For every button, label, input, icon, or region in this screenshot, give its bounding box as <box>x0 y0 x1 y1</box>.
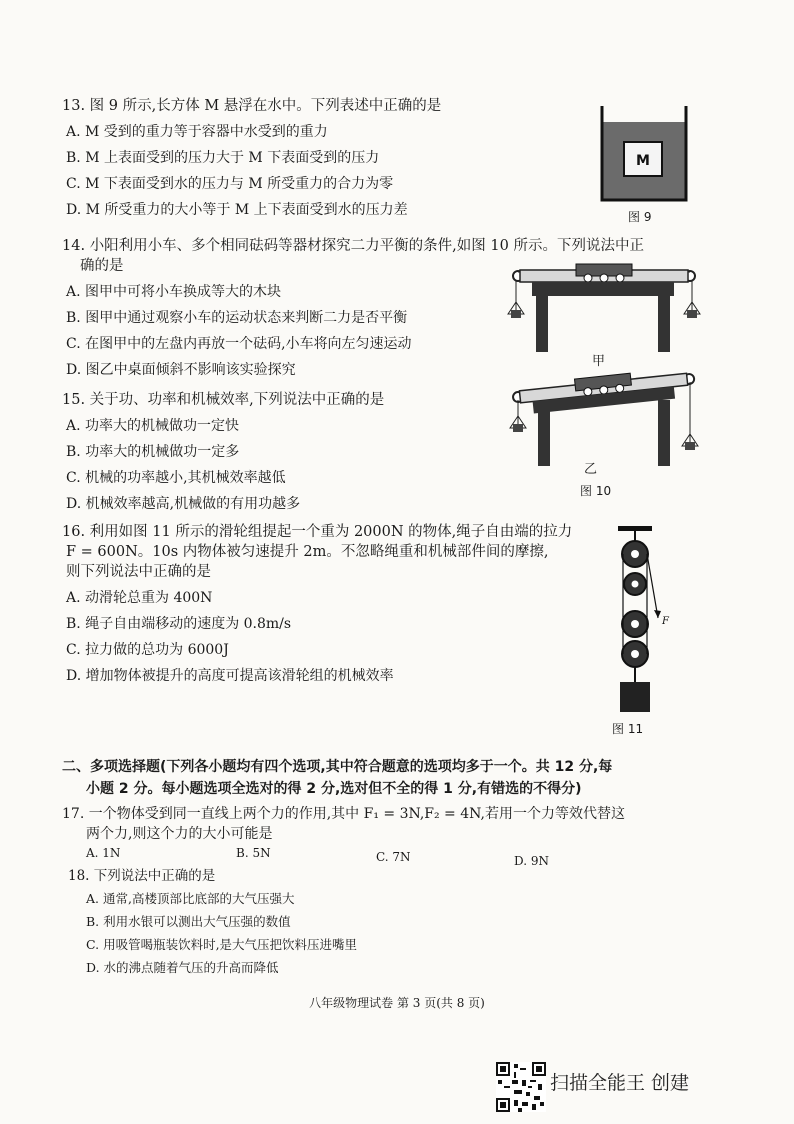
question-17 <box>62 804 722 844</box>
question-15-option-d: D. 机械效率越高,机械做的有用功越多 <box>66 496 301 512</box>
question-18 <box>68 866 628 978</box>
question-13-stem: 13. 图 9 所示,长方体 M 悬浮在水中。下列表述中正确的是 <box>62 98 442 114</box>
question-15-option-b: B. 功率大的机械做功一定多 <box>66 444 240 460</box>
question-16-stem-line3: 则下列说法中正确的是 <box>66 564 211 580</box>
question-18-option-c: C. 用吸管喝瓶装饮料时,是大气压把饮料压进嘴里 <box>86 937 358 952</box>
question-14-option-d: D. 图乙中桌面倾斜不影响该实验探究 <box>66 362 296 378</box>
qr-code-icon <box>496 1062 546 1112</box>
table-body <box>532 282 674 296</box>
force-arrow-icon <box>654 610 661 618</box>
question-18-stem: 18. 下列说法中正确的是 <box>68 868 216 884</box>
question-13-option-d: D. M 所受重力的大小等于 M 上下表面受到水的压力差 <box>66 202 408 218</box>
question-16-option-a: A. 动滑轮总重为 400N <box>66 590 213 606</box>
figure-10-caption: 图 10 <box>580 484 612 498</box>
question-13 <box>62 96 622 220</box>
question-15-stem: 15. 关于功、功率和机械效率,下列说法中正确的是 <box>62 392 385 408</box>
question-16 <box>62 522 622 686</box>
question-13-option-c: C. M 下表面受到水的压力与 M 所受重力的合力为零 <box>66 176 394 192</box>
question-17-stem-line2: 两个力,则这个力的大小可能是 <box>86 826 273 842</box>
page-footer: 八年级物理试卷 第 3 页(共 8 页) <box>309 996 485 1010</box>
question-17-option-b: B. 5N <box>236 846 271 860</box>
question-18-option-b: B. 利用水银可以测出大气压强的数值 <box>86 914 291 929</box>
question-17-option-a: A. 1N <box>86 846 121 860</box>
scanner-watermark: 扫描全能王 创建 <box>550 1072 690 1094</box>
question-15-option-c: C. 机械的功率越小,其机械效率越低 <box>66 470 286 486</box>
figure-9-caption: 图 9 <box>628 210 652 224</box>
section-2-heading-line2: 小题 2 分。每小题选项全选对的得 2 分,选对但不全的得 1 分,有错选的不得分) <box>86 781 582 797</box>
question-16-option-d: D. 增加物体被提升的高度可提高该滑轮组的机械效率 <box>66 668 394 684</box>
question-16-option-c: C. 拉力做的总功为 6000J <box>66 642 229 658</box>
question-13-option-b: B. M 上表面受到的压力大于 M 下表面受到的压力 <box>66 150 380 166</box>
figure-9-container-diagram <box>596 104 692 204</box>
section-2-heading-line1: 二、多项选择题(下列各小题均有四个选项,其中符合题意的选项均多于一个。共 12 分,每 <box>62 759 613 775</box>
table-leg-left <box>536 296 548 352</box>
question-16-stem-line2: F = 600N。10s 内物体被匀速提升 2m。不忽略绳重和机械部件间的摩擦, <box>66 544 549 560</box>
question-15 <box>62 390 622 514</box>
figure-11-pulley-diagram <box>606 524 686 720</box>
question-17-stem-line1: 17. 一个物体受到同一直线上两个力的作用,其中 F₁ = 3N,F₂ = 4N,若用一个力等效代替这 <box>62 806 625 822</box>
question-14-stem-line1: 14. 小阳利用小车、多个相同砝码等器材探究二力平衡的条件,如图 10 所示。下列说法中正 <box>62 238 644 254</box>
question-15-option-a: A. 功率大的机械做功一定快 <box>66 418 240 434</box>
question-16-stem-line1: 16. 利用如图 11 所示的滑轮组提起一个重为 2000N 的物体,绳子自由端的拉力 <box>62 524 573 540</box>
figure-10-table-a-diagram <box>506 262 702 354</box>
figure-10-label-b: 乙 <box>584 462 598 477</box>
block-m-label: M <box>636 153 650 169</box>
figure-11-caption: 图 11 <box>612 722 644 736</box>
question-14-option-a: A. 图甲中可将小车换成等大的木块 <box>66 284 282 300</box>
question-14-stem-line2: 确的是 <box>80 258 124 274</box>
question-17-option-c: C. 7N <box>376 850 411 864</box>
load-block <box>620 682 650 712</box>
question-14-option-b: B. 图甲中通过观察小车的运动状态来判断二力是否平衡 <box>66 310 408 326</box>
question-18-option-a: A. 通常,高楼顶部比底部的大气压强大 <box>86 891 295 906</box>
question-18-option-d: D. 水的沸点随着气压的升高而降低 <box>86 960 279 975</box>
force-label: F <box>662 616 669 627</box>
question-16-option-b: B. 绳子自由端移动的速度为 0.8m/s <box>66 616 292 632</box>
question-14-option-c: C. 在图甲中的左盘内再放一个砝码,小车将向左匀速运动 <box>66 336 412 352</box>
section-2-heading <box>62 756 702 800</box>
ceiling-beam <box>618 526 652 531</box>
question-13-option-a: A. M 受到的重力等于容器中水受到的重力 <box>66 124 328 140</box>
figure-10-label-a: 甲 <box>592 354 606 369</box>
question-17-option-d: D. 9N <box>514 854 549 868</box>
rope-free-end <box>647 554 658 618</box>
table-leg-right <box>658 296 670 352</box>
